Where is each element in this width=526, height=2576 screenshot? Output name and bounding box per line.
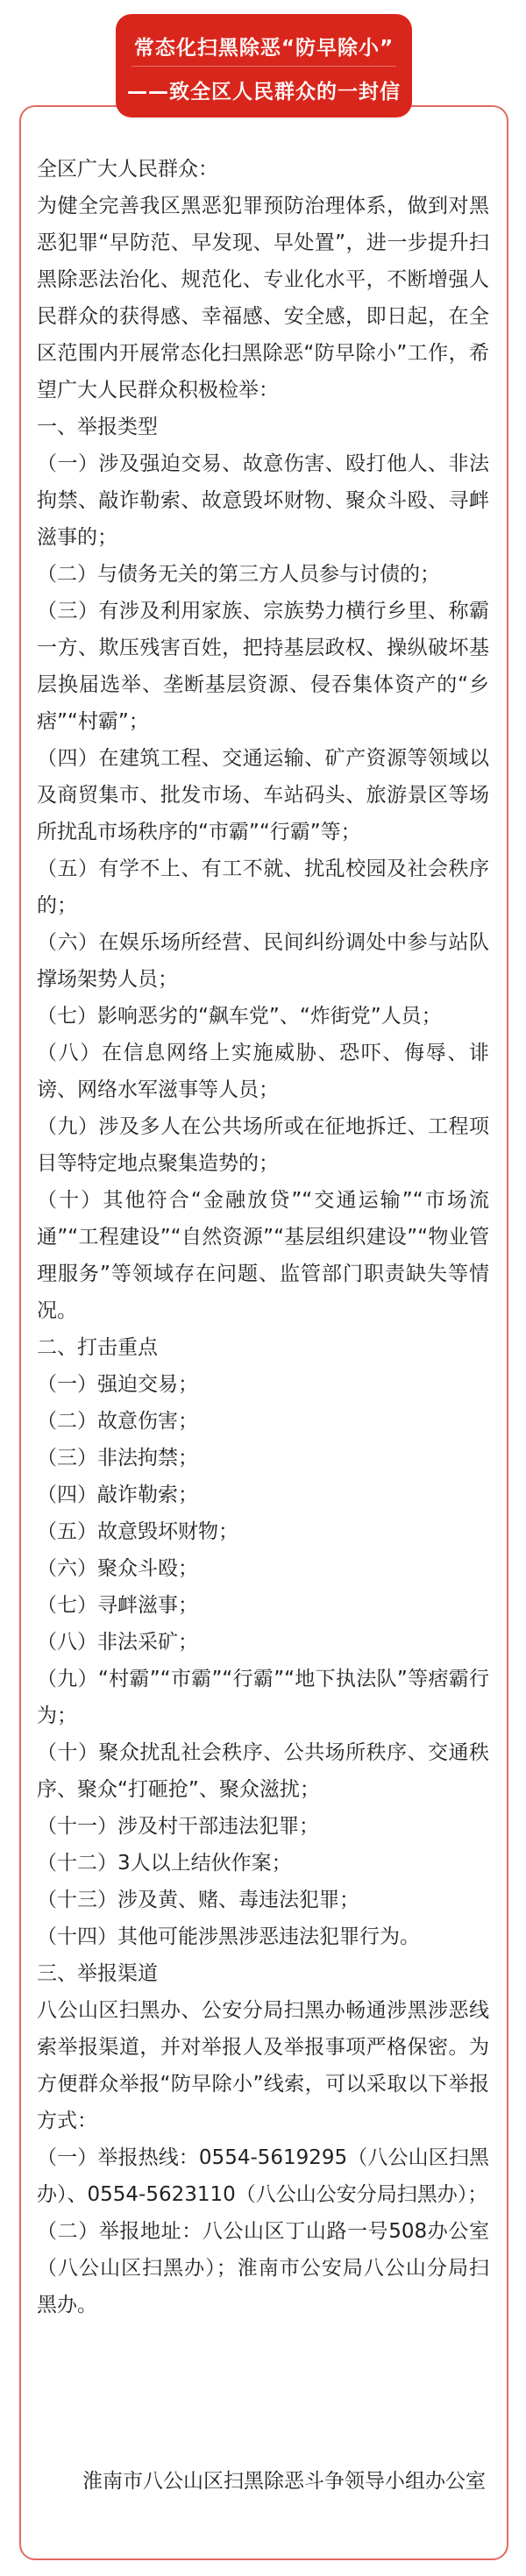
- key-target-item: （三）非法拘禁；: [37, 1447, 198, 1469]
- section-heading-report-types: 一、举报类型: [37, 416, 158, 438]
- letter-subtitle: ——致全区人民群众的一封信: [127, 81, 401, 103]
- section-heading-key-targets: 二、打击重点: [37, 1336, 158, 1359]
- report-type-item: （三）有涉及利用家族、宗族势力横行乡里、称霸一方、欺压残害百姓，把持基层政权、操纵破坏基层换届选举、垄断基层资源、侵吞集体资产的“乡痞”“村霸”；: [37, 600, 489, 733]
- report-type-item: （八）在信息网络上实施威胁、恐吓、侮辱、诽谤、网络水军滋事等人员；: [37, 1042, 489, 1101]
- key-target-item: （十）聚众扰乱社会秩序、公共场所秩序、交通秩序、聚众“打砸抢”、聚众滋扰；: [37, 1741, 489, 1801]
- intro-paragraph: 为健全完善我区黑恶犯罪预防治理体系，做到对黑恶犯罪“早防范、早发现、早处置”，进一步提升扫黑除恶法治化、规范化、专业化水平，不断增强人民群众的获得感、幸福感、安全感，即日起，在全区范围内开展常态化扫黑除恶“防早除小”工作，希望广大人民群众积极检举：: [37, 195, 489, 402]
- report-type-item: （四）在建筑工程、交通运输、矿产资源等领域以及商贸集市、批发市场、车站码头、旅游景区等场所扰乱市场秩序的“市霸”“行霸”等；: [37, 747, 489, 843]
- report-channels-intro: 八公山区扫黑办、公安分局扫黑办畅通涉黑涉恶线索举报渠道，并对举报人及举报事项严格保密。为方便群众举报“防早除小”线索，可以采取以下举报方式：: [37, 1999, 489, 2132]
- key-target-item: （五）故意毁坏财物；: [37, 1520, 238, 1543]
- key-target-item: （十二）3人以上结伙作案；: [37, 1852, 292, 1875]
- report-type-item: （五）有学不上、有工不就、扰乱校园及社会秩序的；: [37, 857, 489, 917]
- key-target-item: （十一）涉及村干部违法犯罪；: [37, 1815, 319, 1838]
- letter-body: [37, 151, 489, 2323]
- salutation: 全区广大人民群众：: [37, 158, 218, 181]
- section-heading-report-channels: 三、举报渠道: [37, 1962, 158, 1985]
- signature: 淮南市八公山区扫黑除恶斗争领导小组办公室: [82, 2470, 486, 2493]
- key-target-item: （七）寻衅滋事；: [37, 1594, 198, 1617]
- key-target-item: （六）聚众斗殴；: [37, 1557, 198, 1580]
- key-target-item: （一）强迫交易；: [37, 1373, 198, 1396]
- key-target-item: （四）敲诈勒索；: [37, 1484, 198, 1506]
- report-address-item: （二）举报地址：八公山区丁山路一号508办公室（八公山区扫黑办）；淮南市公安局八公山分局扫黑办。: [37, 2220, 489, 2316]
- report-type-item: （九）涉及多人在公共场所或在征地拆迁、工程项目等特定地点聚集造势的；: [37, 1115, 489, 1175]
- key-target-item: （二）故意伤害；: [37, 1410, 198, 1433]
- key-target-item: （八）非法采矿；: [37, 1631, 198, 1654]
- header-divider: [132, 66, 396, 67]
- key-target-item: （十三）涉及黄、赌、毒违法犯罪；: [37, 1889, 359, 1911]
- key-target-item: （九）“村霸”“市霸”“行霸”“地下执法队”等痞霸行为；: [37, 1668, 489, 1727]
- report-type-item: （一）涉及强迫交易、故意伤害、殴打他人、非法拘禁、敲诈勒索、故意毁坏财物、聚众斗殴、寻衅滋事的；: [37, 452, 489, 549]
- report-type-item: （十）其他符合“金融放贷”“交通运输”“市场流通”“工程建设”“自然资源”“基层组织建设”“物业管理服务”等领域存在问题、监管部门职责缺失等情况。: [37, 1189, 489, 1322]
- report-hotline-item: （一）举报热线：0554-5619295（八公山区扫黑办）、0554-5623110（八公山公安分局扫黑办）；: [37, 2146, 489, 2206]
- letter-title: 常态化扫黑除恶“防早除小”: [133, 37, 394, 60]
- header-badge: [116, 14, 412, 117]
- report-type-item: （七）影响恶劣的“飙车党”、“炸街党”人员；: [37, 1005, 442, 1028]
- key-target-item: （十四）其他可能涉黑涉恶违法犯罪行为。: [37, 1925, 420, 1948]
- report-type-item: （二）与债务无关的第三方人员参与讨债的；: [37, 563, 440, 586]
- report-type-item: （六）在娱乐场所经营、民间纠纷调处中参与站队撑场架势人员；: [37, 931, 489, 991]
